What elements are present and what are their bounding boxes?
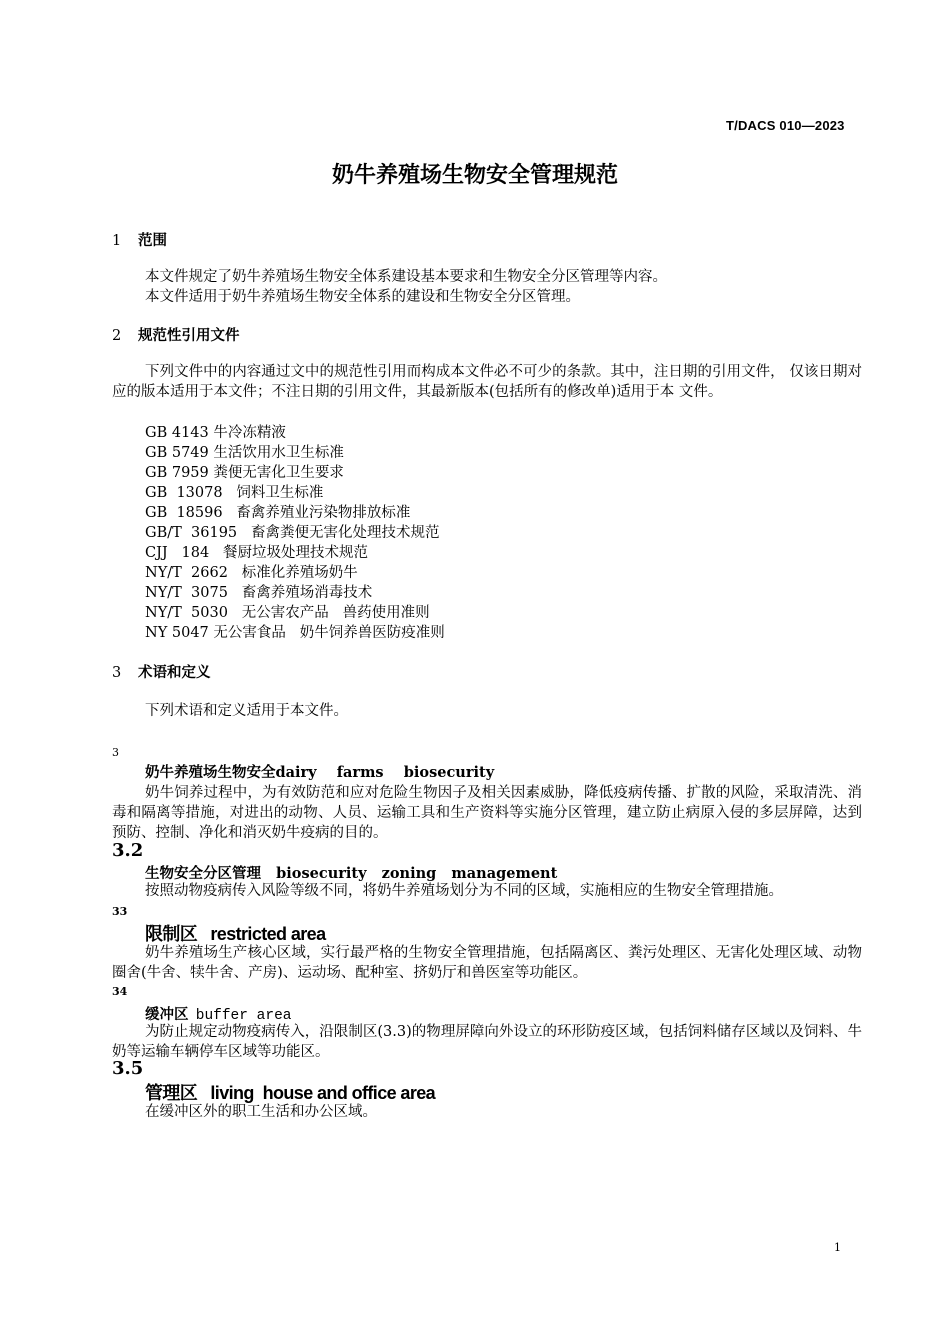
term-definition: 奶牛饲养过程中，为有效防范和应对危险生物因子及相关因素威胁，降低疫病传播、扩散的风险，采取清洗、消毒和隔离等措施，对进出的动物、人员、运输工具和生产资料等实施分区管理，建立防止病原入侵的多层屏障，达到预防、控制、净化和消灭奶牛疫病的目的。 bbox=[112, 785, 862, 841]
reference-item: GB 13078 饲料卫生标准 bbox=[145, 485, 324, 501]
term-name: 限制区 bbox=[145, 924, 198, 944]
term-name: 管理区 bbox=[145, 1083, 198, 1103]
page-number: 1 bbox=[834, 1241, 841, 1254]
term-name: 缓冲区 bbox=[145, 1007, 189, 1023]
reference-item: GB 5749 生活饮用水卫生标准 bbox=[145, 445, 344, 461]
document-title: 奶牛养殖场生物安全管理规范 bbox=[331, 162, 618, 187]
section-2-heading bbox=[112, 324, 240, 345]
term-heading bbox=[145, 761, 494, 782]
term-definition: 为防止规定动物疫病传入，沿限制区(3.3)的物理屏障向外设立的环形防疫区域，包括饲料储存区域以及饲料、牛奶等运输车辆停车区域等功能区。 bbox=[112, 1024, 862, 1060]
reference-item: NY/T 2662 标准化养殖场奶牛 bbox=[145, 565, 358, 581]
term-definition: 在缓冲区外的职工生活和办公区域。 bbox=[145, 1104, 377, 1120]
term-definition: 按照动物疫病传入风险等级不同，将奶牛养殖场划分为不同的区域，实施相应的生物安全管理措施。 bbox=[145, 883, 783, 899]
term-heading bbox=[145, 862, 557, 883]
term-name: 奶牛养殖场生物安全 bbox=[145, 765, 276, 781]
section-title: 术语和定义 bbox=[138, 665, 211, 681]
section-title: 规范性引用文件 bbox=[138, 328, 240, 344]
reference-item: NY/T 5030 无公害农产品 兽药使用准则 bbox=[145, 605, 430, 621]
term-english: restricted area bbox=[210, 924, 326, 944]
section-number: 2 bbox=[112, 328, 122, 344]
reference-item: GB/T 36195 畜禽粪便无害化处理技术规范 bbox=[145, 525, 440, 541]
term-english: biosecurity zoning management bbox=[276, 865, 558, 882]
term-definition: 奶牛养殖场生产核心区域，实行最严格的生物安全管理措施，包括隔离区、粪污处理区、无害化处理区域、动物圈舍(牛舍、犊牛舍、产房)、运动场、配种室、挤奶厅和兽医室等功能区。 bbox=[112, 945, 862, 981]
term-english: living house and office area bbox=[210, 1083, 436, 1103]
term-heading bbox=[145, 1003, 291, 1024]
reference-item: GB 4143 牛冷冻精液 bbox=[145, 425, 286, 441]
reference-item: NY/T 3075 畜禽养殖场消毒技术 bbox=[145, 585, 373, 601]
section-title: 范围 bbox=[138, 233, 167, 249]
term-number: 3.2 bbox=[112, 840, 144, 861]
term-number: 3.5 bbox=[112, 1058, 144, 1079]
section-3-heading bbox=[112, 661, 211, 682]
scope-paragraph-1: 本文件规定了奶牛养殖场生物安全体系建设基本要求和生物安全分区管理等内容。 bbox=[145, 269, 667, 285]
standard-code: T/DACS 010—2023 bbox=[726, 118, 845, 133]
reference-item: NY 5047 无公害食品 奶牛饲养兽医防疫准则 bbox=[145, 625, 445, 641]
scope-paragraph-2: 本文件适用于奶牛养殖场生物安全体系的建设和生物安全分区管理。 bbox=[145, 289, 580, 305]
term-english: buffer area bbox=[195, 1008, 292, 1024]
reference-item: CJJ 184 餐厨垃圾处理技术规范 bbox=[145, 545, 369, 561]
reference-item: GB 18596 畜禽养殖业污染物排放标准 bbox=[145, 505, 411, 521]
term-number: 34 bbox=[112, 985, 128, 998]
term-number: 33 bbox=[112, 905, 128, 918]
term-number: 3 bbox=[112, 746, 119, 759]
section-number: 3 bbox=[112, 665, 122, 681]
term-english: dairy farms biosecurity bbox=[275, 764, 495, 781]
terms-intro: 下列术语和定义适用于本文件。 bbox=[145, 703, 348, 719]
section-1-heading bbox=[112, 229, 167, 250]
references-intro: 下列文件中的内容通过文中的规范性引用而构成本文件必不可少的条款。其中，注日期的引用文件， 仅该日期对应的版本适用于本文件；不注日期的引用文件，其最新版本(包括所有的修改单)适用于本 文件。 bbox=[112, 364, 862, 400]
reference-item: GB 7959 粪便无害化卫生要求 bbox=[145, 465, 344, 481]
term-name: 生物安全分区管理 bbox=[145, 866, 261, 882]
section-number: 1 bbox=[112, 233, 122, 249]
